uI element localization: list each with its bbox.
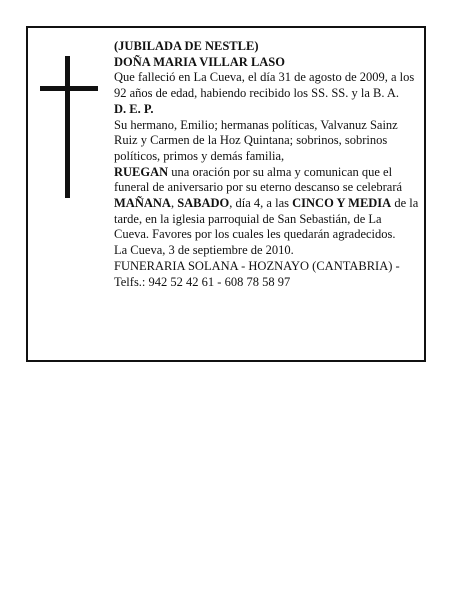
family-list: Su hermano, Emilio; hermanas políticas, Valvanuz Sainz Ruiz y Carmen de la Hoz Quintana; sobrinos, sobrinos políticos, primos y demás familia, [114, 117, 398, 163]
manana-word: MAÑANA [114, 196, 171, 211]
funeral-home: FUNERARIA SOLANA - HOZNAYO (CANTABRIA) - Telfs.: 942 52 42 61 - 608 78 58 97 [114, 258, 400, 289]
funeral-time: CINCO Y MEDIA [292, 196, 392, 211]
request-text-3: de la tarde, en la iglesia parroquial de San Sebastián, de La Cueva. Favores por los cuales les quedarán agradecidos. [114, 196, 419, 242]
deceased-name: DOÑA MARIA VILLAR LASO [114, 54, 285, 69]
request-comma: , [170, 196, 178, 211]
sabado-word: SABADO [177, 196, 230, 211]
cross-icon [40, 56, 98, 198]
dep-line: D. E. P. [114, 101, 154, 116]
ruegan-word: RUEGAN [114, 164, 169, 179]
death-details: Que falleció en La Cueva, el día 31 de agosto de 2009, a los 92 años de edad, habiendo recibido los SS. SS. y la B. A. [114, 70, 415, 101]
notice-title: (JUBILADA DE NESTLE) [114, 39, 259, 53]
obituary-notice [26, 26, 426, 362]
cross-horizontal-bar [40, 86, 98, 91]
notice-text [114, 39, 419, 290]
cross-vertical-bar [65, 56, 70, 198]
request-text-2: , día 4, a las [229, 196, 293, 211]
request-text-1: una oración por su alma y comunican que el funeral de aniversario por su eterno descanso se celebrará [114, 164, 403, 195]
funeral-request [114, 165, 419, 244]
place-date: La Cueva, 3 de septiembre de 2010. [114, 243, 294, 258]
